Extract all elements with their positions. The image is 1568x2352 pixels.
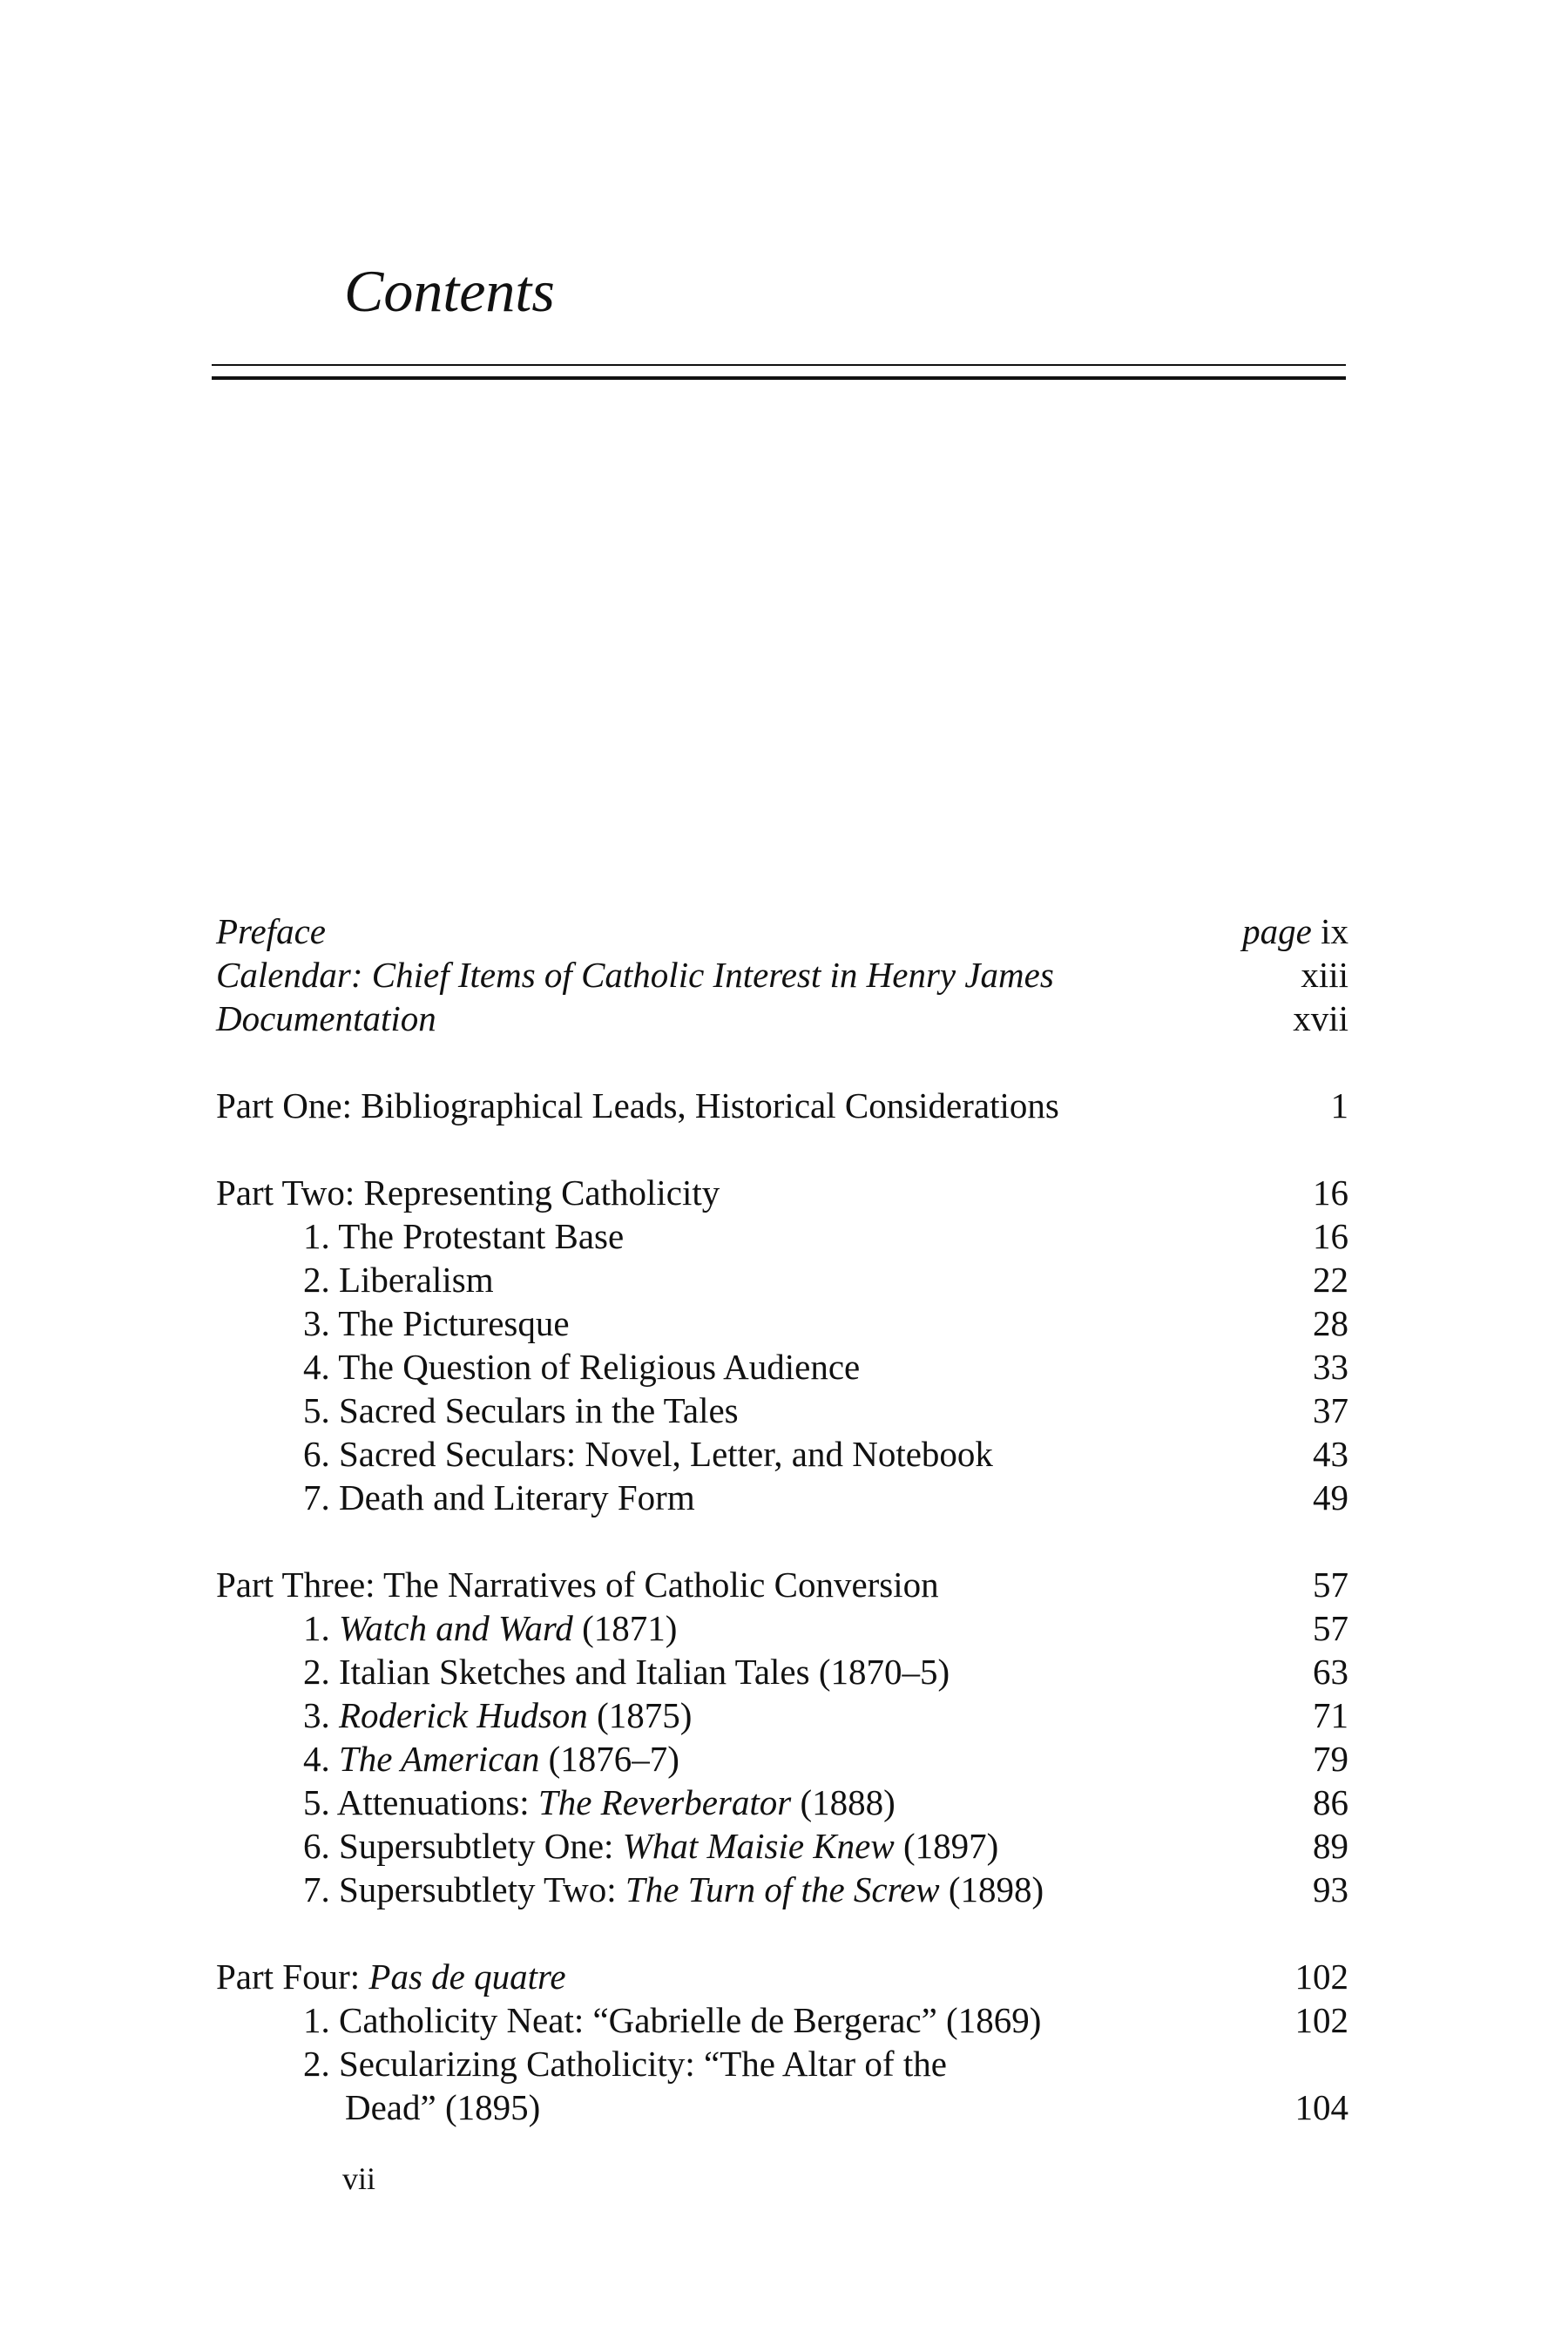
toc-entry-preface[interactable] [216,909,1348,953]
chapter-title: 7. Death and Literary Form [303,1477,695,1517]
entry-page: 86 [1313,1782,1348,1822]
chapter-title: 4. The Question of Religious Audience [303,1347,861,1387]
toc-part-two[interactable] [216,1171,1348,1214]
entry-page: 93 [1313,1869,1348,1909]
entry-title: Preface [216,911,326,951]
toc-entry-documentation[interactable] [216,997,1348,1040]
chapter-title: 1. Catholicity Neat: “Gabrielle de Bergerac” (1869) [303,2000,1042,2040]
chapter-title: 1. The Protestant Base [303,1216,625,1256]
entry-page: xiii [1301,955,1348,995]
chapter-title: 2. Secularizing Catholicity: “The Altar of the [303,2044,947,2084]
chapter-title: 2. Liberalism [303,1260,494,1300]
toc-chapter[interactable] [216,1824,1348,1868]
entry-page: 102 [1294,2000,1348,2040]
entry-page: 71 [1313,1695,1348,1735]
toc-chapter[interactable] [216,2042,1348,2085]
entry-page: xvii [1293,998,1348,1038]
entry-title: Documentation [216,998,436,1038]
toc-chapter[interactable] [216,1389,1348,1432]
spacer [216,1519,1348,1563]
entry-page: 104 [1294,2087,1348,2127]
toc-chapter[interactable] [216,1214,1348,1258]
chapter-title: 5. Attenuations: The Reverberator (1888) [303,1782,896,1822]
toc-chapter[interactable] [216,1476,1348,1519]
chapter-title-continuation: Dead” (1895) [345,2087,541,2127]
entry-page: 28 [1313,1303,1348,1343]
toc-chapter[interactable] [216,1693,1348,1737]
part-title: Part Two: Representing Catholicity [216,1173,720,1213]
chapter-title: 7. Supersubtlety Two: The Turn of the Screw (1898) [303,1869,1044,1909]
entry-page: 16 [1313,1216,1348,1256]
chapter-title: 2. Italian Sketches and Italian Tales (1870–5) [303,1652,950,1692]
spacer [216,1127,1348,1171]
page-number: vii [342,2161,376,2196]
toc-chapter[interactable] [216,1868,1348,1911]
entry-page: 49 [1313,1477,1348,1517]
entry-page: 22 [1313,1260,1348,1300]
title-rule-thin [212,364,1346,366]
toc-part-one[interactable] [216,1084,1348,1127]
entry-page: 79 [1313,1739,1348,1779]
toc-chapter[interactable] [216,1258,1348,1301]
toc-chapter-continuation[interactable] [216,2085,1348,2129]
entry-page: 37 [1313,1390,1348,1430]
entry-page: 57 [1313,1565,1348,1605]
toc-chapter[interactable] [216,1301,1348,1345]
part-title: Part Three: The Narratives of Catholic Conversion [216,1565,939,1605]
entry-page: 63 [1313,1652,1348,1692]
entry-title: Calendar: Chief Items of Catholic Interest in Henry James [216,955,1054,995]
chapter-title: 6. Sacred Seculars: Novel, Letter, and Notebook [303,1434,993,1474]
chapter-title: 6. Supersubtlety One: What Maisie Knew (1897) [303,1826,999,1866]
entry-page: 16 [1313,1173,1348,1213]
part-title: Part One: Bibliographical Leads, Historical Considerations [216,1085,1059,1125]
entry-page: 102 [1294,1957,1348,1997]
entry-page: 89 [1313,1826,1348,1866]
toc-entry-calendar[interactable] [216,953,1348,997]
table-of-contents [216,909,1348,2129]
toc-chapter[interactable] [216,1737,1348,1781]
toc-chapter[interactable] [216,1998,1348,2042]
chapter-title: 3. Roderick Hudson (1875) [303,1695,693,1735]
entry-page: 33 [1313,1347,1348,1387]
spacer [216,1040,1348,1084]
page-title: Contents [344,258,555,324]
chapter-title: 3. The Picturesque [303,1303,570,1343]
chapter-title: 4. The American (1876–7) [303,1739,679,1779]
entry-page: 57 [1313,1608,1348,1648]
toc-part-four[interactable] [216,1955,1348,1998]
toc-chapter[interactable] [216,1781,1348,1824]
chapter-title: 1. Watch and Ward (1871) [303,1608,678,1648]
toc-chapter[interactable] [216,1345,1348,1389]
part-title: Part Four: Pas de quatre [216,1957,566,1997]
toc-chapter[interactable] [216,1650,1348,1693]
spacer [216,1911,1348,1955]
entry-page: page ix [1242,911,1348,951]
entry-page: 43 [1313,1434,1348,1474]
toc-part-three[interactable] [216,1563,1348,1606]
toc-chapter[interactable] [216,1606,1348,1650]
title-rule-thick [212,376,1346,380]
toc-chapter[interactable] [216,1432,1348,1476]
entry-page: 1 [1330,1085,1348,1125]
chapter-title: 5. Sacred Seculars in the Tales [303,1390,739,1430]
